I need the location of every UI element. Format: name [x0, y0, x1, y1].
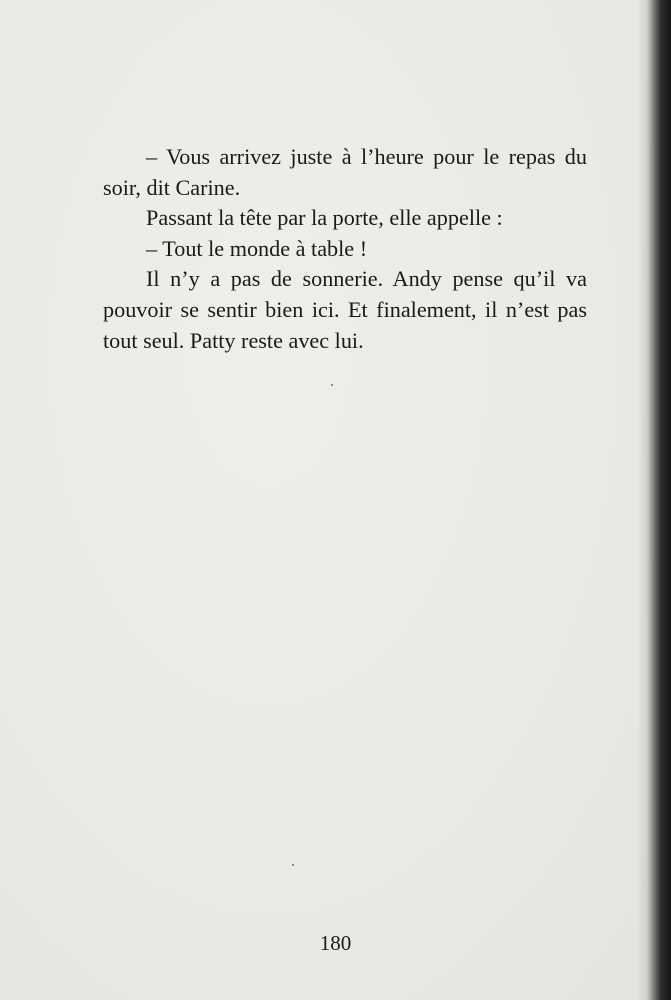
paragraph: – Vous arrivez juste à l’heure pour le repas du soir, dit Carine.: [103, 144, 587, 200]
paper-speck: [292, 864, 294, 866]
body-text: [103, 142, 587, 356]
paper-speck: [331, 384, 333, 386]
paragraph: Il n’y a pas de sonnerie. Andy pense qu’il va pouvoir se sentir bien ici. Et finalement, il n’est pas tout seul. Patty reste avec lui.: [103, 266, 587, 353]
book-spine-shadow: [637, 0, 671, 1000]
paragraph: – Tout le monde à table !: [146, 235, 368, 261]
page-number: 180: [319, 931, 352, 955]
paragraph: Passant la tête par la porte, elle appelle :: [146, 205, 503, 231]
